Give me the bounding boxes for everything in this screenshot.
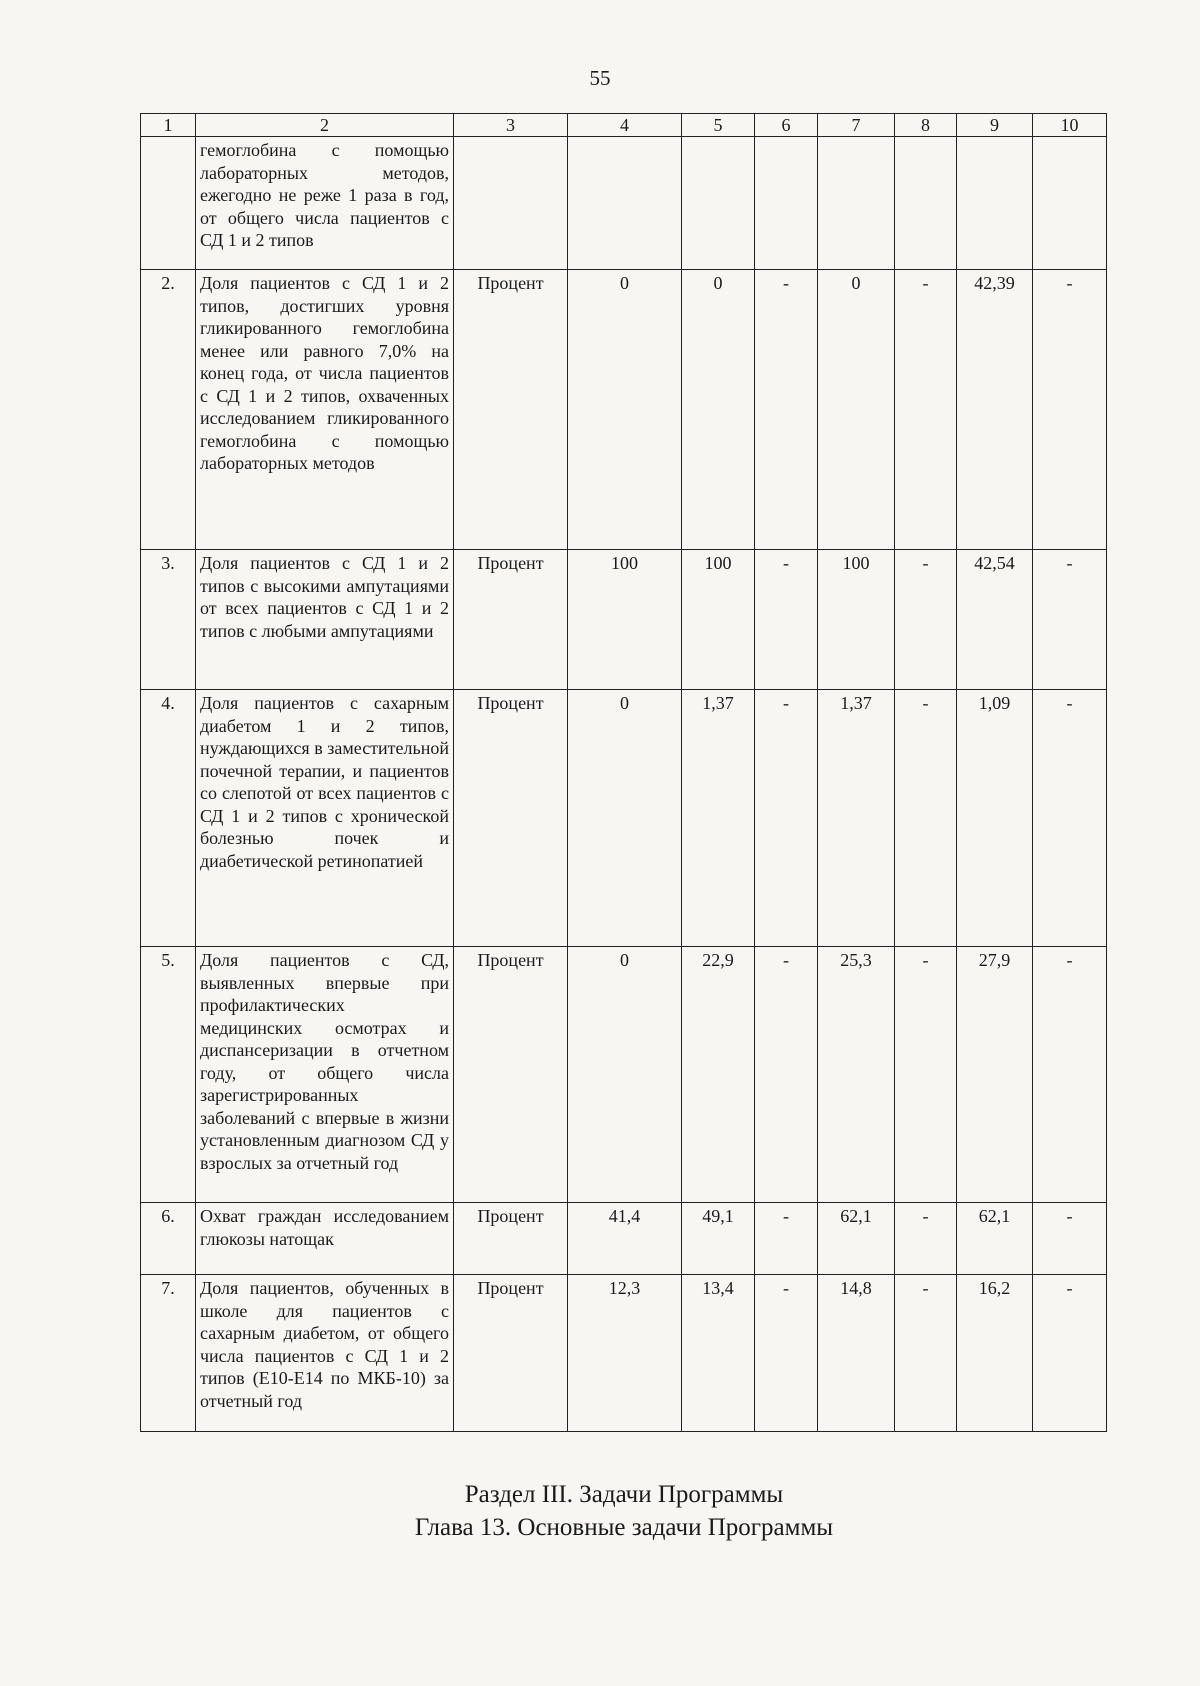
value-cell: 13,4 xyxy=(682,1275,755,1432)
value-cell: 0 xyxy=(682,270,755,550)
header-row xyxy=(141,114,1107,137)
column-header: 10 xyxy=(1033,114,1107,137)
page-number: 55 xyxy=(589,66,611,90)
table-row xyxy=(141,137,1107,270)
value-cell: 25,3 xyxy=(818,947,895,1203)
section-title: Раздел III. Задачи Программы xyxy=(464,1481,784,1508)
value-cell: 27,9 xyxy=(957,947,1033,1203)
value-cell: - xyxy=(1033,550,1107,690)
value-cell xyxy=(818,137,895,270)
value-cell: 22,9 xyxy=(682,947,755,1203)
table-row xyxy=(141,690,1107,947)
indicator-description: Доля пациентов с СД, выявленных впервые при профилактических медицинских осмотрах и диспансеризации в отчетном году, от общего числа зарегистрированных заболеваний с впервые в жизни установленным диагнозом СД у взрослых за отчетный год xyxy=(196,947,454,1203)
value-cell: - xyxy=(1033,1203,1107,1275)
indicators-table xyxy=(140,113,1107,1432)
value-cell: 12,3 xyxy=(568,1275,682,1432)
value-cell: - xyxy=(755,270,818,550)
value-cell: 41,4 xyxy=(568,1203,682,1275)
value-cell: - xyxy=(755,947,818,1203)
row-number: 6. xyxy=(141,1203,196,1275)
value-cell: 42,54 xyxy=(957,550,1033,690)
value-cell: 62,1 xyxy=(818,1203,895,1275)
column-header: 1 xyxy=(141,114,196,137)
indicator-description: гемоглобина с помощью лабораторных методов, ежегодно не реже 1 раза в год, от общего числа пациентов с СД 1 и 2 типов xyxy=(196,137,454,270)
value-cell: - xyxy=(1033,690,1107,947)
value-cell: - xyxy=(895,1203,957,1275)
unit-cell: Процент xyxy=(454,1275,568,1432)
row-number: 4. xyxy=(141,690,196,947)
value-cell: 49,1 xyxy=(682,1203,755,1275)
row-number: 5. xyxy=(141,947,196,1203)
row-number xyxy=(141,137,196,270)
value-cell: 100 xyxy=(682,550,755,690)
value-cell: - xyxy=(895,1275,957,1432)
value-cell: 0 xyxy=(568,690,682,947)
value-cell: 62,1 xyxy=(957,1203,1033,1275)
unit-cell: Процент xyxy=(454,550,568,690)
value-cell xyxy=(568,137,682,270)
table-row xyxy=(141,550,1107,690)
indicator-description: Доля пациентов с СД 1 и 2 типов с высокими ампутациями от всех пациентов с СД 1 и 2 типов с любыми ампутациями xyxy=(196,550,454,690)
value-cell: 1,09 xyxy=(957,690,1033,947)
unit-cell: Процент xyxy=(454,690,568,947)
value-cell: - xyxy=(895,270,957,550)
value-cell: 0 xyxy=(818,270,895,550)
indicator-description: Доля пациентов с СД 1 и 2 типов, достигших уровня гликированного гемоглобина менее или равного 7,0% на конец года, от числа пациентов с СД 1 и 2 типов, охваченных исследованием гликированного гемоглобина с помощью лабораторных методов xyxy=(196,270,454,550)
table-row xyxy=(141,947,1107,1203)
indicator-description: Доля пациентов с сахарным диабетом 1 и 2 типов, нуждающихся в заместительной почечной терапии, и пациентов со слепотой от всех пациентов с СД 1 и 2 типов с хронической болезнью почек и диабетической ретинопатией xyxy=(196,690,454,947)
column-header: 4 xyxy=(568,114,682,137)
value-cell: - xyxy=(1033,1275,1107,1432)
value-cell: - xyxy=(1033,270,1107,550)
value-cell: - xyxy=(895,947,957,1203)
column-header: 3 xyxy=(454,114,568,137)
value-cell: - xyxy=(895,550,957,690)
value-cell: - xyxy=(895,690,957,947)
value-cell: 16,2 xyxy=(957,1275,1033,1432)
value-cell: - xyxy=(755,1203,818,1275)
unit-cell: Процент xyxy=(454,270,568,550)
value-cell: - xyxy=(755,690,818,947)
value-cell: 0 xyxy=(568,947,682,1203)
column-header: 5 xyxy=(682,114,755,137)
indicator-description: Доля пациентов, обученных в школе для пациентов с сахарным диабетом, от общего числа пациентов с СД 1 и 2 типов (Е10-Е14 по МКБ-10) за отчетный год xyxy=(196,1275,454,1432)
value-cell xyxy=(682,137,755,270)
value-cell: 1,37 xyxy=(682,690,755,947)
value-cell: 100 xyxy=(818,550,895,690)
value-cell: 100 xyxy=(568,550,682,690)
row-number: 2. xyxy=(141,270,196,550)
value-cell: 0 xyxy=(568,270,682,550)
value-cell: 42,39 xyxy=(957,270,1033,550)
value-cell xyxy=(755,137,818,270)
value-cell: - xyxy=(755,1275,818,1432)
indicator-description: Охват граждан исследованием глюкозы натощак xyxy=(196,1203,454,1275)
unit-cell: Процент xyxy=(454,1203,568,1275)
unit-cell: Процент xyxy=(454,947,568,1203)
column-header: 2 xyxy=(196,114,454,137)
value-cell: 14,8 xyxy=(818,1275,895,1432)
unit-cell xyxy=(454,137,568,270)
table-row xyxy=(141,1203,1107,1275)
table-row xyxy=(141,270,1107,550)
table-row xyxy=(141,1275,1107,1432)
value-cell xyxy=(957,137,1033,270)
chapter-title: Глава 13. Основные задачи Программы xyxy=(414,1514,834,1541)
column-header: 7 xyxy=(818,114,895,137)
value-cell xyxy=(1033,137,1107,270)
row-number: 3. xyxy=(141,550,196,690)
value-cell: - xyxy=(755,550,818,690)
column-header: 8 xyxy=(895,114,957,137)
row-number: 7. xyxy=(141,1275,196,1432)
value-cell: - xyxy=(1033,947,1107,1203)
column-header: 6 xyxy=(755,114,818,137)
value-cell: 1,37 xyxy=(818,690,895,947)
column-header: 9 xyxy=(957,114,1033,137)
section-heading xyxy=(0,1478,1200,1544)
value-cell xyxy=(895,137,957,270)
